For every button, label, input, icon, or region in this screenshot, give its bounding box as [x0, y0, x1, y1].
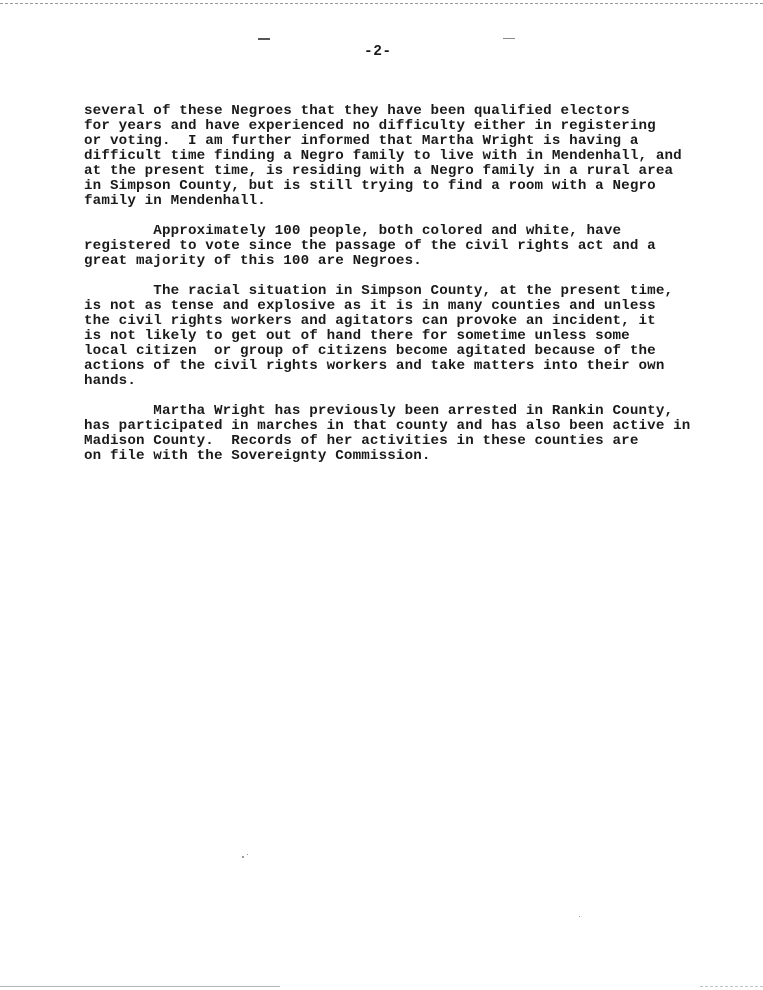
text-line: registered to vote since the passage of the civil rights act and a [84, 238, 656, 254]
page-number: -2- [364, 44, 392, 60]
paragraph-1 [84, 104, 724, 209]
text-line: difficult time finding a Negro family to live with in Mendenhall, and [84, 148, 682, 164]
text-line: or voting. I am further informed that Martha Wright is having a [84, 133, 639, 149]
text-line: Martha Wright has previously been arrested in Rankin County, [84, 403, 674, 419]
paragraph-3 [84, 284, 724, 389]
top-edge-rule [0, 3, 763, 4]
text-line: great majority of this 100 are Negroes. [84, 253, 422, 269]
text-line: Approximately 100 people, both colored and white, have [84, 223, 622, 239]
bottom-edge-rule-right [700, 986, 763, 987]
text-line: for years and have experienced no difficulty either in registering [84, 118, 656, 134]
scan-speck [242, 856, 244, 858]
text-line: The racial situation in Simpson County, at the present time, [84, 283, 674, 299]
text-line: family in Mendenhall. [84, 193, 266, 209]
scan-mark-left [258, 38, 270, 40]
bottom-edge-rule [0, 986, 280, 987]
text-line: on file with the Sovereignty Commission. [84, 448, 431, 464]
paragraph-4 [84, 404, 724, 464]
text-line: actions of the civil rights workers and take matters into their own [84, 358, 665, 374]
text-line: hands. [84, 373, 136, 389]
text-line: at the present time, is residing with a Negro family in a rural area [84, 163, 674, 179]
text-line: several of these Negroes that they have been qualified electors [84, 103, 630, 119]
text-line: the civil rights workers and agitators can provoke an incident, it [84, 313, 656, 329]
text-line: has participated in marches in that county and has also been active in [84, 418, 691, 434]
text-line: is not likely to get out of hand there for sometime unless some [84, 328, 630, 344]
paragraph-2 [84, 224, 724, 269]
text-line: is not as tense and explosive as it is in many counties and unless [84, 298, 656, 314]
text-line: local citizen or group of citizens become agitated because of the [84, 343, 656, 359]
scan-mark-right [503, 38, 515, 39]
text-line: in Simpson County, but is still trying to find a room with a Negro [84, 178, 656, 194]
scan-speck [247, 854, 248, 855]
letter-body [84, 104, 724, 479]
text-line: Madison County. Records of her activities in these counties are [84, 433, 639, 449]
scan-speck [579, 916, 580, 917]
